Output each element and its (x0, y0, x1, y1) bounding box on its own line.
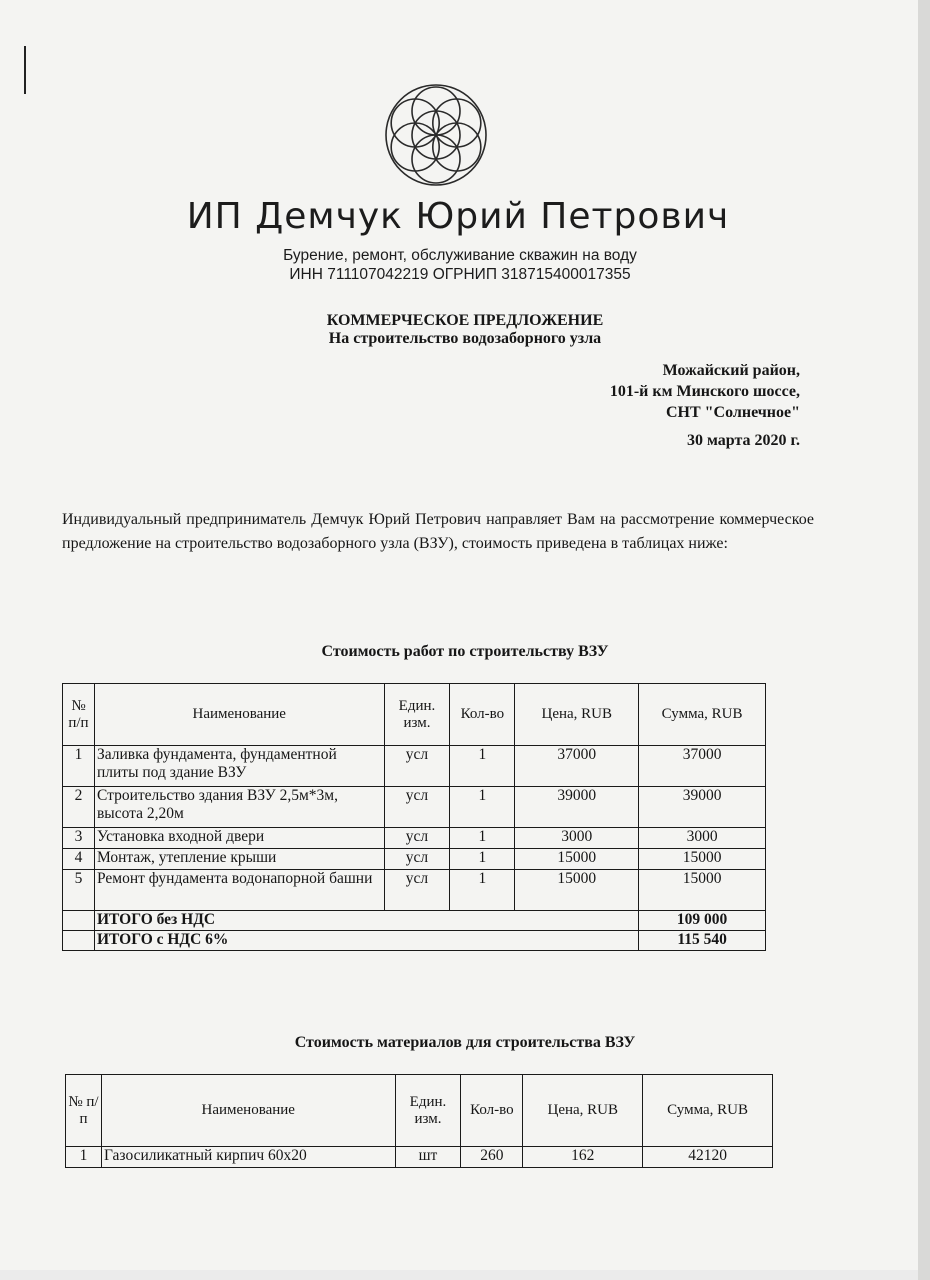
table-row (63, 746, 766, 787)
cell-unit: усл (384, 870, 450, 911)
header-quantity: Кол-во (450, 684, 515, 746)
total-row (63, 931, 766, 951)
table-header-row (63, 684, 766, 746)
total-row (63, 911, 766, 931)
company-name: ИП Демчук Юрий Петрович (186, 196, 730, 237)
materials-table (65, 1074, 773, 1168)
cell-unit: усл (384, 849, 450, 870)
table-row (66, 1147, 773, 1168)
header-name: Наименование (101, 1075, 395, 1147)
total-no-vat-label: ИТОГО без НДС (94, 911, 638, 931)
header-number: № п/п (63, 684, 95, 746)
table-row (63, 828, 766, 849)
flower-of-life-logo-icon (383, 82, 489, 188)
address-block (610, 360, 800, 423)
cell-name: Установка входной двери (94, 828, 384, 849)
document-title: КОММЕРЧЕСКОЕ ПРЕДЛОЖЕНИЕ (326, 312, 604, 329)
cell-number: 3 (63, 828, 95, 849)
table-row (63, 870, 766, 911)
address-line: СНТ "Солнечное" (665, 404, 800, 421)
address-line: Можайский район, (662, 362, 800, 379)
document-date: 30 марта 2020 г. (687, 432, 800, 449)
works-table (62, 683, 766, 951)
cell-quantity: 1 (450, 787, 515, 828)
header-unit: Един. изм. (395, 1075, 461, 1147)
cell-empty (63, 931, 95, 951)
cell-number: 2 (63, 787, 95, 828)
header-quantity: Кол-во (461, 1075, 523, 1147)
header-price: Цена, RUB (523, 1075, 643, 1147)
cell-unit: шт (395, 1147, 461, 1168)
total-no-vat-value: 109 000 (639, 911, 766, 931)
margin-mark (24, 46, 26, 94)
total-vat-value: 115 540 (639, 931, 766, 951)
cell-number: 1 (63, 746, 95, 787)
cell-name: Заливка фундамента, фундаментной плиты под здание ВЗУ (94, 746, 384, 787)
cell-name: Строительство здания ВЗУ 2,5м*3м, высота 2,20м (94, 787, 384, 828)
cell-price: 15000 (515, 849, 639, 870)
total-vat-label: ИТОГО с НДС 6% (94, 931, 638, 951)
works-table-caption: Стоимость работ по строительству ВЗУ (321, 643, 609, 660)
cell-quantity: 1 (450, 849, 515, 870)
cell-name: Ремонт фундамента водонапорной башни (94, 870, 384, 911)
cell-sum: 42120 (643, 1147, 773, 1168)
cell-price: 15000 (515, 870, 639, 911)
cell-unit: усл (384, 746, 450, 787)
table-row (63, 849, 766, 870)
scan-edge (918, 0, 930, 1280)
table-header-row (66, 1075, 773, 1147)
cell-price: 39000 (515, 787, 639, 828)
header-price: Цена, RUB (515, 684, 639, 746)
cell-price: 3000 (515, 828, 639, 849)
cell-quantity: 1 (450, 746, 515, 787)
cell-price: 37000 (515, 746, 639, 787)
cell-quantity: 260 (461, 1147, 523, 1168)
address-line: 101-й км Минского шоссе, (609, 383, 800, 400)
table-row (63, 787, 766, 828)
cell-unit: усл (384, 787, 450, 828)
materials-table-caption: Стоимость материалов для строительства ВЗУ (294, 1034, 636, 1051)
cell-name: Монтаж, утепление крыши (94, 849, 384, 870)
header-sum: Сумма, RUB (639, 684, 766, 746)
cell-sum: 3000 (639, 828, 766, 849)
header-unit: Един. изм. (384, 684, 450, 746)
intro-paragraph: Индивидуальный предприниматель Демчук Юрий Петрович направляет Вам на рассмотрение коммерческое предложение на строительство водозаборного узла (ВЗУ), стоимость приведена в таблицах ниже: (62, 511, 814, 552)
cell-name: Газосиликатный кирпич 60х20 (101, 1147, 395, 1168)
cell-sum: 15000 (639, 870, 766, 911)
header-sum: Сумма, RUB (643, 1075, 773, 1147)
cell-price: 162 (523, 1147, 643, 1168)
header-name: Наименование (94, 684, 384, 746)
company-registration: ИНН 711107042219 ОГРНИП 318715400017355 (289, 266, 631, 283)
cell-sum: 15000 (639, 849, 766, 870)
company-header (200, 246, 720, 284)
cell-quantity: 1 (450, 828, 515, 849)
cell-sum: 37000 (639, 746, 766, 787)
cell-sum: 39000 (639, 787, 766, 828)
document-subtitle: На строительство водозаборного узла (328, 330, 602, 347)
cell-number: 5 (63, 870, 95, 911)
header-number: № п/п (66, 1075, 102, 1147)
cell-empty (63, 911, 95, 931)
company-services: Бурение, ремонт, обслуживание скважин на воду (283, 247, 637, 264)
cell-quantity: 1 (450, 870, 515, 911)
cell-unit: усл (384, 828, 450, 849)
cell-number: 4 (63, 849, 95, 870)
cell-number: 1 (66, 1147, 102, 1168)
